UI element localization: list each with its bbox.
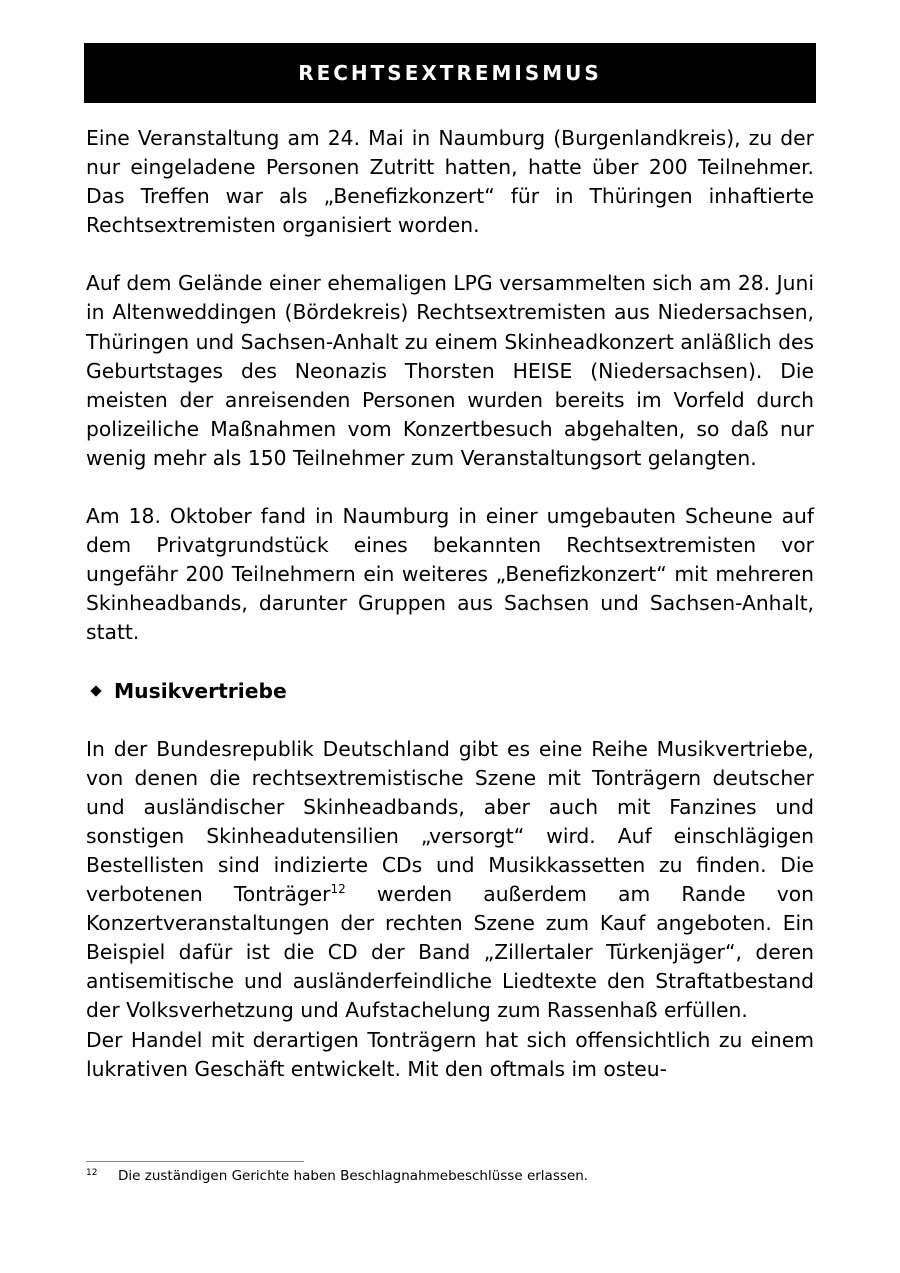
paragraph-handel: Der Handel mit derartigen Tonträgern hat sich offensichtlich zu einem lukrativen Geschäft entwickelt. Mit den oftmals im osteu- [86,1027,814,1081]
page-header-title: RECHTSEXTREMISMUS [298,61,602,85]
paragraph-musikvertriebe [86,735,814,1026]
footnote-separator [86,1161,304,1162]
diamond-bullet-icon [90,685,102,697]
footnote-number: 12 [86,1168,98,1178]
paragraph-musikvertriebe-part2: werden außerdem am Rande von Konzertveranstaltungen der rechten Szene zum Kauf angeboten. Ein Beispiel dafür ist die CD der Band „Zillertaler Türkenjäger“, deren antisemitische und ausländerfeindliche Liedtexte den Straftatbestand der Volksverhetzung und Aufstachelung zum Rassenhaß erfüllen. [86,882,815,1023]
paragraph-musikvertriebe-part1: In der Bundesrepublik Deutschland gibt es eine Reihe Musikvertriebe, von denen die rechtsextremistische Szene mit Tonträgern deutscher und ausländischer Skinheadbands, aber auch mit Fanzines und sonstigen Skinheadutensilien „versorgt“ wird. Auf einschlägigen Bestellisten sind indizierte CDs und Musikkassetten zu finden. Die verbotenen Tonträger [86,736,814,907]
paragraph-naumburg-october: Am 18. Oktober fand in Naumburg in einer umgebauten Scheune auf dem Privatgrundstück eines bekannten Rechtsextremisten vor ungefähr 200 Teilnehmern ein weiteres „Benefizkonzert“ mit mehreren Skinheadbands, darunter Gruppen aus Sachsen und Sachsen-Anhalt, statt. [86,504,814,645]
paragraph-naumburg-may: Eine Veranstaltung am 24. Mai in Naumburg (Burgenlandkreis), zu der nur eingeladene Personen Zutritt hatten, hatte über 200 Teilnehmer. Das Treffen war als „Benefizkonzert“ für in Thüringen inhaftierte Rechtsextremisten organisiert worden. [86,126,814,238]
footnote [86,1166,814,1186]
document-body [86,124,814,1084]
page-header-bar [84,43,816,103]
section-heading-musikvertriebe [86,677,814,706]
paragraph-altenweddingen: Auf dem Gelände einer ehemaligen LPG versammelten sich am 28. Juni in Altenweddingen (Bördekreis) Rechtsextremisten aus Niedersachsen, Thüringen und Sachsen-Anhalt zu einem Skinheadkonzert anläßlich des Geburtstages des Neonazis Thorsten HEISE (Niedersachsen). Die meisten der anreisenden Personen wurden bereits im Vorfeld durch polizeiliche Maßnahmen vom Konzertbesuch abgehalten, so daß nur wenig mehr als 150 Teilnehmer zum Veranstaltungsort gelangten. [86,271,814,470]
section-heading-text: Musikvertriebe [114,678,287,703]
footnote-reference: 12 [330,882,346,897]
footnote-text: Die zuständigen Gerichte haben Beschlagnahmebeschlüsse erlassen. [118,1168,589,1184]
